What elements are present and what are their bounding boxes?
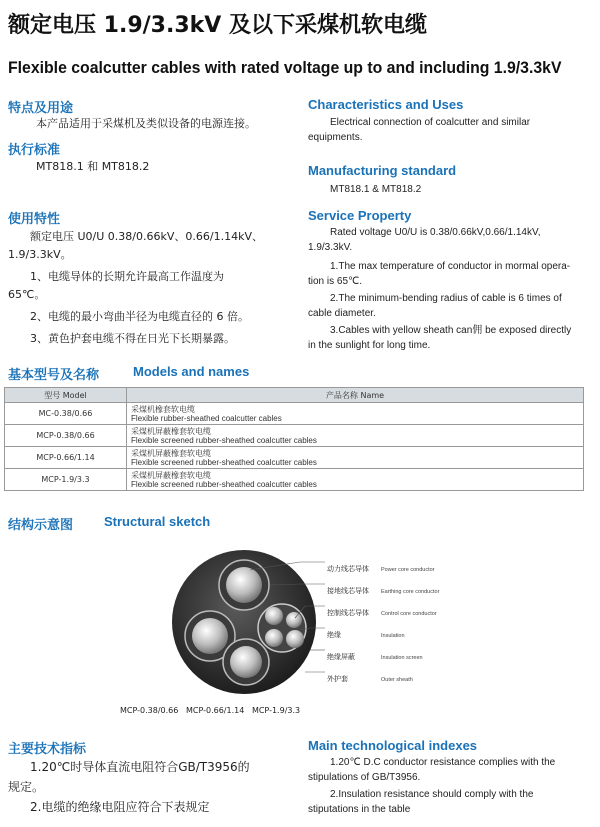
- table-row: [5, 425, 584, 447]
- control-core-3: [265, 629, 283, 647]
- label-insulation-en: Insulation: [381, 633, 405, 639]
- label-outer-sheath-en: Outer sheath: [381, 677, 413, 683]
- property-text-en: Rated voltage U0/U is 0.38/0.66kV,0.66/1.14kV, 1.9/3.3kV. 1.The max temperature of conductor in mormal opera- tion is 65℃. 2.The minimum-bending radius of cable is 6 times of cable diameter. 3.Cables with yellow sheath can佣 be exposed directly in the sunlight for long time.: [308, 227, 572, 351]
- property-text-cn: 额定电压 U0/U 0.38/0.66kV、0.66/1.14kV、 1.9/3.3kV。 1、电缆导体的长期允许最高工作温度为 65℃。 2、电缆的最小弯曲半径为电缆直径的 6 倍。 3、黄色护套电缆不得在日光下长期暴露。: [8, 230, 263, 345]
- sketch-title-en: Structural sketch: [104, 514, 211, 529]
- page-title-en: Flexible coalcutter cables with rated voltage up to and including 1.9/3.3kV: [8, 58, 562, 77]
- tech-title-cn: 主要技术指标: [8, 742, 87, 757]
- models-table-wrap: [4, 387, 584, 499]
- power-core-2: [192, 618, 228, 654]
- table-row: [5, 469, 584, 491]
- features-title-cn: 特点及用途: [8, 101, 74, 116]
- table-row: [5, 447, 584, 469]
- features-text-en: Electrical connection of coalcutter and similar equipments.: [308, 117, 531, 143]
- property-title-cn: 使用特性: [8, 212, 61, 227]
- label-power-core-en: Power core conductor: [381, 567, 435, 573]
- label-power-core-cn: 动力线芯导体: [327, 565, 369, 573]
- control-core-2: [286, 612, 302, 628]
- tech-text-cn: 1.20℃时导体直流电阻符合GB/T3956的 规定。 2.电缆的绝缘电阻应符合下表规定: [8, 760, 250, 814]
- label-insulation-screen-en: Insulation screen: [381, 655, 423, 661]
- label-control-core-en: Control core conductor: [381, 611, 437, 617]
- features-text-cn: 本产品适用于采煤机及类似设备的电源连接。: [36, 117, 256, 130]
- sketch-caption: MCP-0.38/0.66 MCP-0.66/1.14 MCP-1.9/3.3: [120, 706, 301, 715]
- name-cell: 采煤机屏蔽橡套软电缆 Flexible screened rubber-sheathed coalcutter cables: [127, 425, 584, 447]
- models-title-en: Models and names: [133, 364, 250, 379]
- standard-title-cn: 执行标准: [8, 143, 61, 158]
- features-title-en: Characteristics and Uses: [308, 97, 464, 112]
- control-core-1: [265, 607, 283, 625]
- name-cell: 采煤机屏蔽橡套软电缆 Flexible screened rubber-sheathed coalcutter cables: [127, 469, 584, 491]
- header-model: 型号 Model: [5, 388, 127, 403]
- models-table: [4, 387, 584, 491]
- control-core-4: [286, 630, 304, 648]
- models-title-cn: 基本型号及名称: [8, 368, 100, 383]
- label-outer-sheath-cn: 外护套: [327, 675, 348, 683]
- standard-text-en: MT818.1 & MT818.2: [330, 184, 422, 195]
- table-row: [5, 403, 584, 425]
- name-cell: 采煤机屏蔽橡套软电缆 Flexible screened rubber-sheathed coalcutter cables: [127, 447, 584, 469]
- label-insulation-cn: 绝缘: [327, 631, 341, 639]
- power-core-3: [230, 646, 262, 678]
- label-earthing-core-cn: 接地线芯导体: [327, 587, 369, 595]
- sketch-title-cn: 结构示意图: [8, 518, 74, 533]
- model-cell: MCP-1.9/3.3: [5, 469, 127, 491]
- model-cell: MCP-0.66/1.14: [5, 447, 127, 469]
- model-cell: MC-0.38/0.66: [5, 403, 127, 425]
- name-cell: 采煤机橡套软电缆 Flexible rubber-sheathed coalcutter cables: [127, 403, 584, 425]
- label-control-core-cn: 控制线芯导体: [327, 609, 369, 617]
- standard-text-cn: MT818.1 和 MT818.2: [36, 160, 150, 173]
- power-core-1: [226, 567, 262, 603]
- tech-title-en: Main technological indexes: [308, 738, 478, 753]
- page-title-cn: 额定电压 1.9/3.3kV 及以下采煤机软电缆: [8, 13, 427, 38]
- tech-text-en: 1.20℃ D.C conductor resistance complies with the stipulations of GB/T3956. 2.Insulation resistance should comply with the stiputations in the table: [308, 757, 556, 815]
- label-earthing-core-en: Earthing core conductor: [381, 589, 440, 595]
- standard-title-en: Manufacturing standard: [308, 163, 457, 178]
- model-cell: MCP-0.38/0.66: [5, 425, 127, 447]
- label-insulation-screen-cn: 绝缘屏蔽: [327, 653, 355, 661]
- header-name: 产品名称 Name: [127, 388, 584, 403]
- property-title-en: Service Property: [308, 208, 412, 223]
